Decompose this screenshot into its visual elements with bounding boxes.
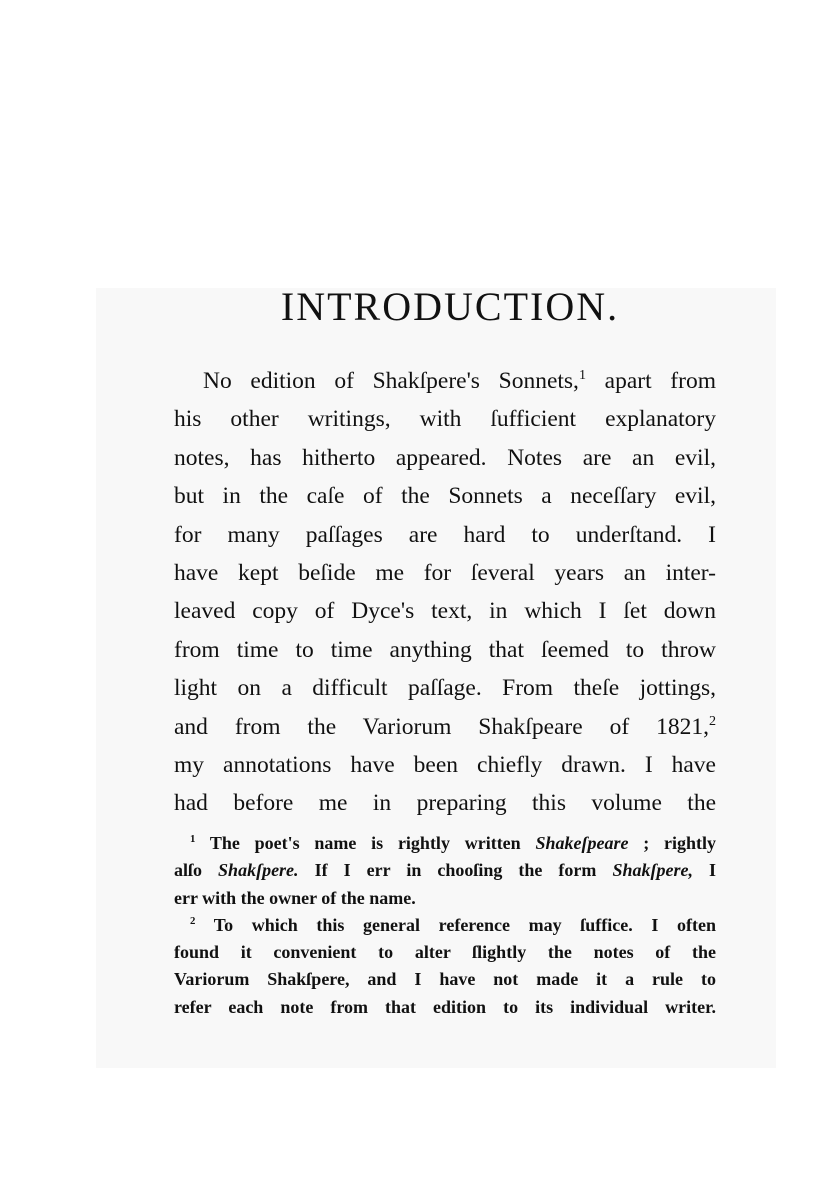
body-line: his other writings, with ſufficient explanatory <box>174 406 716 433</box>
body-line: light on a difficult paſſage. From theſe jottings, <box>174 675 716 702</box>
footnote-2-line: refer each note from that edition to its individual writer. <box>174 996 716 1017</box>
footnote-ref: 1 <box>578 367 586 384</box>
footnote-1-line: $^1$ The poet's name is rightly written Shakeſpeare ; rightly <box>190 833 716 853</box>
footnote-marker: 2 <box>190 914 196 927</box>
body-line: and from the Variorum Shakſpeare of 1821,$^2$ <box>174 712 716 740</box>
footnote-2-line: $^2$ To which this general reference may ſuffice. I often <box>190 914 716 935</box>
body-line: notes, has hitherto appeared. Notes are an evil, <box>174 444 716 471</box>
body-line: leaved copy of Dyce's text, in which I ſet down <box>174 598 716 625</box>
body-line: No edition of Shakſpere's Sonnets,$^1$ apart from <box>203 367 716 394</box>
footnote-2-line: found it convenient to alter ſlightly the notes of the <box>174 942 716 963</box>
footnote-marker: 1 <box>190 833 196 845</box>
footnotes <box>174 830 716 1021</box>
body-line: for many paſſages are hard to underſtand. I <box>174 521 716 548</box>
chapter-heading: INTRODUCTION. <box>280 284 620 329</box>
footnote-2-line: Variorum Shakſpere, and I have not made it a rule to <box>174 969 716 990</box>
footnote-ref: 2 <box>708 712 716 729</box>
body-text <box>174 362 716 823</box>
body-line: had before me in preparing this volume the <box>174 790 716 817</box>
body-line: but in the caſe of the Sonnets a neceſſary evil, <box>174 483 716 510</box>
body-line: my annotations have been chiefly drawn. I have <box>174 751 716 778</box>
body-line: from time to time anything that ſeemed to throw <box>174 636 716 663</box>
footnote-1-line: alſo Shakſpere. If I err in chooſing the form Shakſpere, I <box>174 860 716 881</box>
footnote-1-line: err with the owner of the name. <box>174 887 416 908</box>
body-line: have kept beſide me for ſeveral years an inter- <box>174 559 716 586</box>
